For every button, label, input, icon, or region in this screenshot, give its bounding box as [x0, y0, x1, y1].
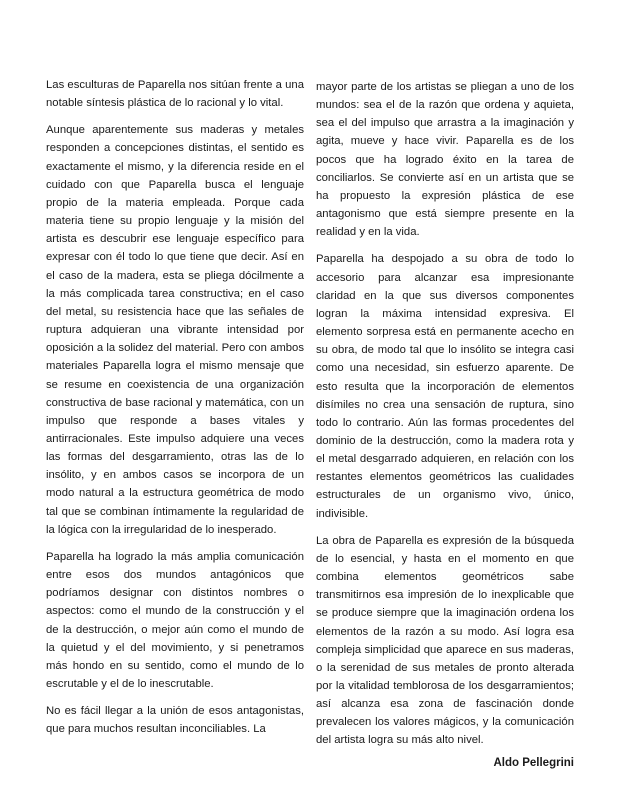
paragraph: Paparella ha despojado a su obra de todo lo accesorio para alcanzar esa impresionante claridad en la que sus diversos componentes logran la máxima intensidad expresiva. El elemento sorpresa está en permanente acecho en su obra, de modo tal que lo insólito se integra casi como una necesidad, sin esfuerzo aparente. De esto resulta que la incorporación de elementos disímiles no crea una sensación de ruptura, sino todo lo contrario. Aún las formas procedentes del dominio de la destrucción, como la madera rota y el metal desgarrado adquieren, en relación con los restantes elementos geométricos las cualidades estructurales de un organismo vivo, único, indivisible.	[316, 253, 574, 520]
paragraph: Las esculturas de Paparella nos sitúan frente a una notable síntesis plástica de lo racional y lo vital.	[46, 79, 304, 110]
left-text-column	[46, 76, 304, 747]
paragraph: No es fácil llegar a la unión de esos antagonistas, que para muchos resultan inconciliables. La	[46, 705, 304, 736]
author-signature: Aldo Pellegrini	[493, 756, 574, 769]
paragraph: Paparella ha logrado la más amplia comunicación entre esos dos mundos antagónicos que podríamos designar con distintos nombres o aspectos: como el mundo de la construcción y el de la destrucción, o mejor aún como el mundo de la quietud y el del movimiento, y si penetramos más hondo en su sentido, como el mundo de lo escrutable y el de lo inescrutable.	[46, 550, 304, 690]
paragraph: Aunque aparentemente sus maderas y metales responden a concepciones distintas, el sentido es exactamente el mismo, y la diferencia reside en el cuidado con que Paparella busca el lenguaje propio de la materia empleada. Porque cada materia tiene su propio lenguaje y la misión del artista es descubrir ese lenguaje específico para expresar con él todo lo que tiene que decir. Así en el caso de la madera, esta se pliega dócilmente a la más complicada tarea constructiva; en el caso del metal, su resistencia hace que las señales de ruptura adquieran una vibrante intensidad por oposición a la solidez del material. Pero con ambos materiales Paparella logra el mismo mensaje que se resume en coexistencia de una organización constructiva de base racional y matemática, con un impulso que responde a bases vitales y antirracionales. Este impulso adquiere una veces las formas del desgarramiento, otras las de lo insólito, y en ambos casos se incorpora de un modo natural a la estructura geométrica de modo tal que se combinan íntimamente la regularidad de la lógica con la irregularidad de lo inesperado.	[46, 124, 304, 536]
right-text-column	[316, 78, 574, 772]
paragraph: La obra de Paparella es expresión de la búsqueda de lo esencial, y hasta en el momento en que combina elementos geométricos sabe transmitirnos esa impresión de lo inexplicable que se produce siempre que la imaginación ordena los elementos de la razón a su modo. Así logra esa compleja simplicidad que aparece en sus maderas, o la serenidad de sus metales de pronto alterada por la vitalidad temblorosa de los desgarramientos; así alcanza esa zona de fascinación donde prevalecen los valores mágicos, y la comunicación del artista logra su más alto nivel.	[316, 534, 574, 747]
paragraph: mayor parte de los artistas se pliegan a uno de los mundos: sea el de la razón que ordena y aquieta, sea el del impulso que arrastra a la imaginación y agita, mueve y hace vivir. Paparella es de los pocos que ha logrado éxito en la tarea de conciliarlos. Se convierte así en un artista que se ha propuesto la expresión plástica de ese antagonismo que está siempre presente en la realidad y en la vida.	[316, 81, 574, 239]
